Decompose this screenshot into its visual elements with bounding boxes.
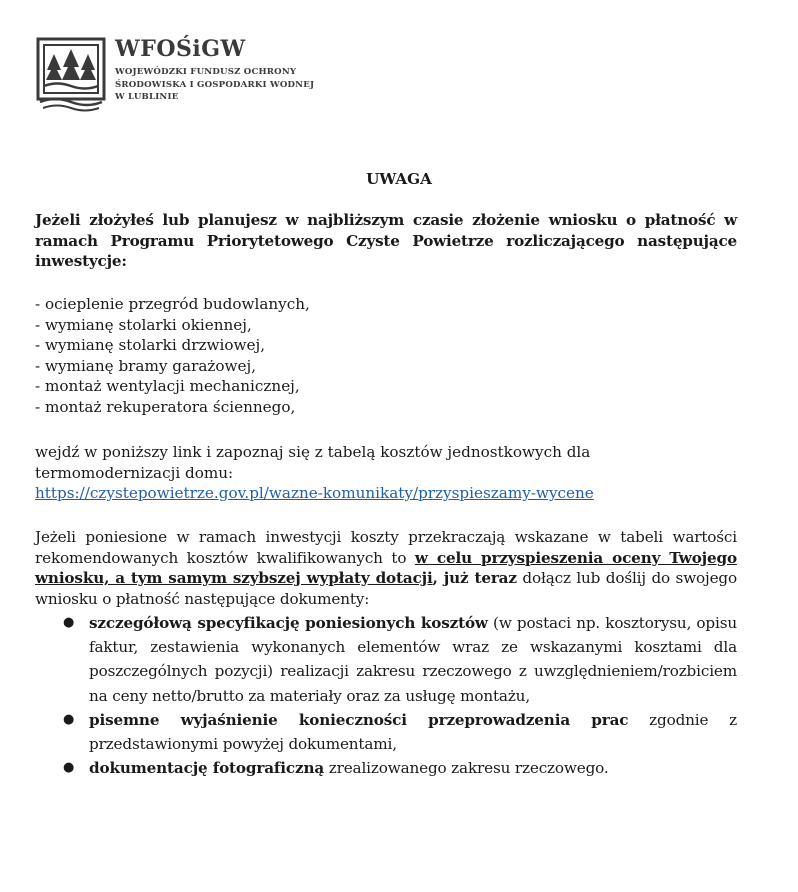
- list-item: - montaż wentylacji mechanicznej,: [35, 377, 300, 396]
- trees-emblem-icon: [35, 36, 107, 114]
- logo-subtitle-line: ŚRODOWISKA I GOSPODARKI WODNEJ: [115, 79, 315, 90]
- logo-subtitle: [115, 66, 314, 104]
- list-item: - wymianę stolarki okiennej,: [35, 315, 252, 334]
- list-item: [35, 708, 737, 756]
- bullet-icon: ●: [63, 760, 75, 776]
- paragraph-comma: ,: [432, 569, 444, 587]
- visit-text-line: termomodernizacji domu:: [35, 463, 234, 482]
- list-item: - wymianę stolarki drzwiowej,: [35, 336, 266, 355]
- documents-paragraph: [35, 527, 737, 609]
- list-item: - wymianę bramy garażowej,: [35, 356, 257, 375]
- documents-list: [35, 611, 737, 780]
- cost-table-link[interactable]: https://czystepowietrze.gov.pl/wazne-komunikaty/przyspieszamy-wycene: [35, 484, 594, 502]
- list-item: [35, 611, 737, 708]
- notice-intro: Jeżeli złożyłeś lub planujesz w najbliższym czasie złożenie wniosku o płatność w ramach Programu Priorytetowego Czyste Powietrze rozliczającego następujące inwestycje:: [35, 211, 737, 270]
- document-description: zrealizowanego zakresu rzeczowego.: [324, 759, 609, 778]
- bullet-icon: ●: [63, 615, 75, 630]
- list-item: [35, 756, 737, 780]
- investments-list: [35, 294, 737, 418]
- notice-heading: UWAGA: [366, 170, 432, 188]
- list-item: - montaż rekuperatora ściennego,: [35, 397, 296, 416]
- visit-instructions: [35, 442, 737, 504]
- document-title: pisemne wyjaśnienie konieczności przeprowadzenia prac: [89, 710, 629, 729]
- bullet-icon: ●: [63, 711, 75, 727]
- logo-subtitle-line: WOJEWÓDZKI FUNDUSZ OCHRONY: [115, 67, 297, 77]
- paragraph-bold-text: już teraz: [443, 569, 517, 587]
- document-title: dokumentację fotograficzną: [89, 759, 325, 778]
- document-title: szczegółową specyfikację poniesionych kosztów: [89, 614, 488, 632]
- logo-name: WFOŚiGW: [115, 36, 246, 62]
- document-description: (w postaci np. kosztorysu, opisu faktur, zestawienia wykonanych elementów wraz ze wskazanymi kosztami dla poszczególnych pozycji) realizacji zakresu rzeczowego z uwzględnieniem/rozbiciem na ceny netto/brutto za materiały oraz za usługę montażu,: [89, 614, 737, 705]
- document-description: zgodnie z przedstawionymi powyżej dokumentami,: [89, 710, 737, 754]
- paragraph-underlined-text: w celu przyspieszenia oceny Twojego wniosku, a tym samym szybszej wypłaty dotacji: [35, 548, 737, 587]
- paragraph-text: Jeżeli poniesione w ramach inwestycji koszty przekraczają wskazane w tabeli wartości rekomendowanych kosztów kwalifikowanych to: [35, 528, 737, 567]
- logo-subtitle-line: W LUBLINIE: [115, 92, 179, 102]
- paragraph-text: dołącz lub doślij do swojego wniosku o płatność następujące dokumenty:: [35, 569, 737, 608]
- list-item: - ocieplenie przegród budowlanych,: [35, 295, 310, 313]
- wfosigw-logo: [35, 36, 335, 118]
- visit-text-line: wejdź w poniższy link i zapoznaj się z tabelą kosztów jednostkowych dla: [35, 443, 591, 461]
